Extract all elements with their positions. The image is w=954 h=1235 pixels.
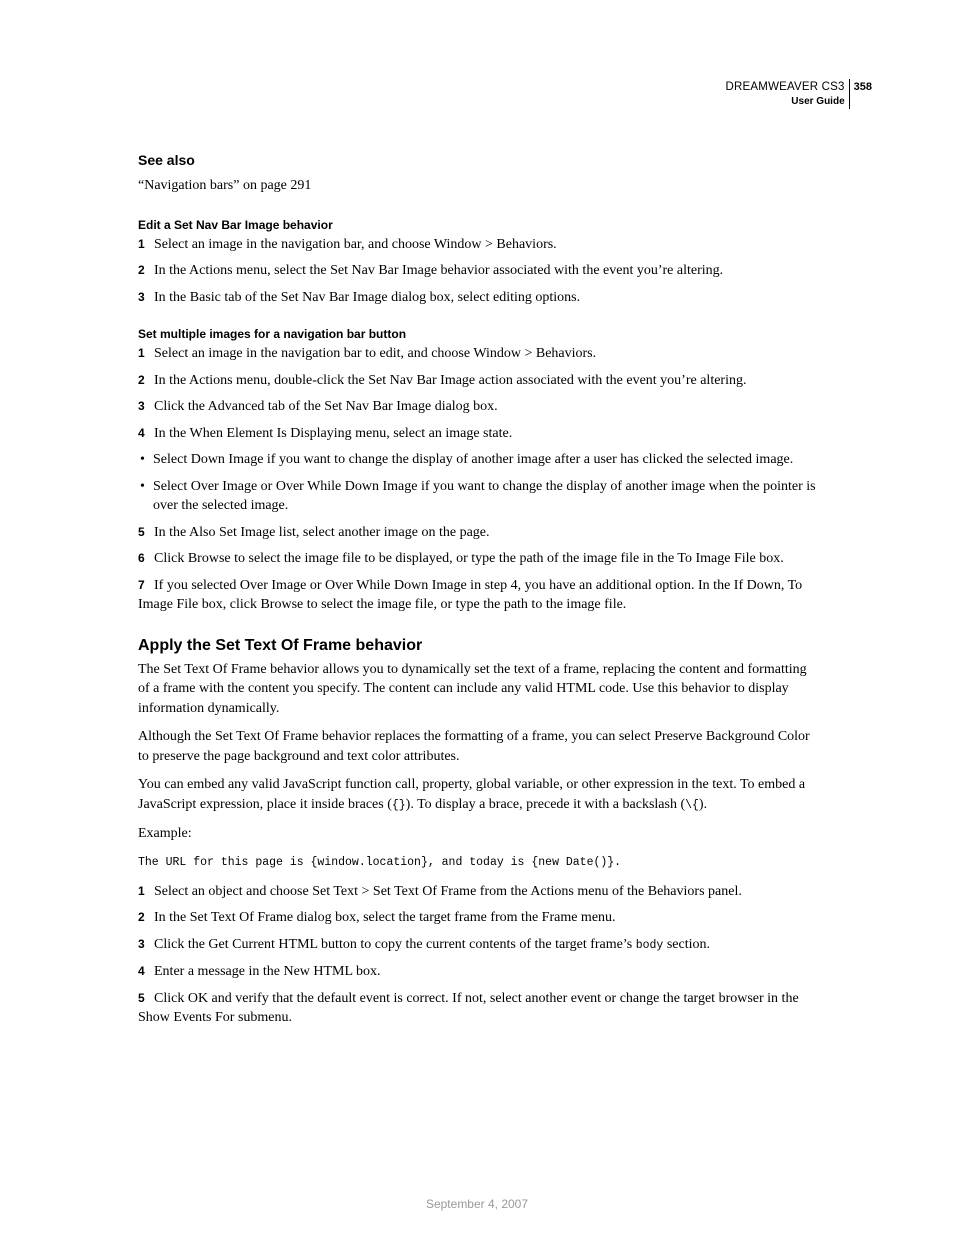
step-text: Click the Advanced tab of the Set Nav Bar Image dialog box. bbox=[154, 399, 498, 414]
bullet-icon: • bbox=[140, 452, 145, 467]
see-also-link[interactable]: “Navigation bars” on page 291 bbox=[138, 178, 312, 193]
step-number: 1 bbox=[138, 236, 145, 251]
step-text: Click Browse to select the image file to be displayed, or type the path of the image file in the To Image File box. bbox=[154, 551, 784, 566]
para3-text-a: You can embed any valid JavaScript function call, property, global variable, or other expression in the text. To embed a JavaScript expression, place it inside braces ( bbox=[138, 777, 806, 812]
list-item bbox=[138, 908, 818, 928]
step-text: In the Also Set Image list, select another image on the page. bbox=[154, 524, 490, 540]
list-item bbox=[138, 424, 818, 444]
step-number: 4 bbox=[138, 425, 145, 440]
step-number: 3 bbox=[138, 936, 145, 951]
step-text: Enter a message in the New HTML box. bbox=[154, 964, 381, 979]
list-item bbox=[138, 935, 818, 956]
step-text: Select an image in the navigation bar, and choose Window > Behaviors. bbox=[154, 236, 557, 252]
bullet-text: Select Down Image if you want to change the display of another image after a user has clicked the selected image. bbox=[153, 452, 794, 467]
frame-section-heading: Apply the Set Text Of Frame behavior bbox=[138, 636, 423, 654]
header-product: DREAMWEAVER CS3 bbox=[725, 81, 845, 93]
edit-section-heading: Edit a Set Nav Bar Image behavior bbox=[138, 217, 333, 232]
list-item bbox=[138, 371, 818, 391]
bullet-text: Select Over Image or Over While Down Image if you want to change the display of another image when the pointer is over the selected image. bbox=[153, 478, 816, 513]
page-header bbox=[726, 79, 872, 109]
step-number: 3 bbox=[138, 399, 145, 413]
backslash-code: \{ bbox=[685, 798, 699, 812]
para3-text-b: ). To display a brace, precede it with a backslash ( bbox=[405, 796, 686, 812]
bullet-icon: • bbox=[140, 478, 145, 494]
step-number: 2 bbox=[138, 263, 145, 277]
step-text: In the Actions menu, select the Set Nav Bar Image behavior associated with the event you’re altering. bbox=[154, 263, 724, 278]
header-title-block bbox=[726, 79, 850, 109]
step-number: 3 bbox=[138, 289, 145, 304]
braces-code: {} bbox=[391, 798, 406, 812]
example-label: Example: bbox=[138, 826, 192, 841]
body-code: body bbox=[635, 938, 664, 952]
step-text: Select an object and choose Set Text > Set Text Of Frame from the Actions menu of the Behaviors panel. bbox=[154, 883, 742, 899]
step-number: 1 bbox=[138, 346, 145, 360]
step-number: 5 bbox=[138, 524, 145, 539]
list-item bbox=[138, 235, 818, 255]
list-item bbox=[138, 549, 818, 569]
bullet-item bbox=[138, 450, 818, 470]
step-text: In the When Element Is Displaying menu, select an image state. bbox=[154, 425, 513, 441]
step-text: Select an image in the navigation bar to edit, and choose Window > Behaviors. bbox=[154, 346, 597, 361]
step-text-b: section. bbox=[663, 936, 710, 952]
step-number: 2 bbox=[138, 910, 145, 924]
frame-para-1: The Set Text Of Frame behavior allows you to dynamically set the text of a frame, replacing the content and formatting of a frame with the content you specify. The content can include any valid HTML code. Use this behavior to display information dynamically. bbox=[138, 661, 807, 716]
list-item bbox=[138, 261, 818, 281]
step-number: 5 bbox=[138, 990, 145, 1005]
list-item bbox=[138, 397, 818, 417]
list-item bbox=[138, 344, 818, 364]
footer-date: September 4, 2007 bbox=[425, 1197, 529, 1211]
see-also-heading: See also bbox=[138, 152, 195, 168]
list-item bbox=[138, 962, 818, 982]
frame-para-3 bbox=[138, 775, 818, 815]
step-text: Click OK and verify that the default event is correct. If not, select another event or change the target browser in the Show Events For submenu. bbox=[138, 990, 799, 1025]
page-content bbox=[138, 150, 818, 1035]
frame-para-2: Although the Set Text Of Frame behavior replaces the formatting of a frame, you can select Preserve Background Color to preserve the page background and text color attributes. bbox=[138, 729, 810, 764]
step-text-a: Click the Get Current HTML button to copy the current contents of the target frame’s bbox=[154, 936, 636, 952]
header-guide: User Guide bbox=[791, 96, 845, 107]
step-text: If you selected Over Image or Over While Down Image in step 4, you have an additional option. In the If Down, To Image File box, click Browse to select the image file, or type the path to the image file. bbox=[138, 577, 803, 612]
step-text: In the Actions menu, double-click the Set Nav Bar Image action associated with the event you’re altering. bbox=[154, 372, 747, 388]
list-item bbox=[138, 576, 818, 615]
example-code: The URL for this page is {window.location}, and today is {new Date()}. bbox=[138, 855, 622, 869]
page-number: 358 bbox=[853, 81, 872, 93]
bullet-item bbox=[138, 477, 818, 516]
list-item bbox=[138, 989, 818, 1028]
step-number: 6 bbox=[138, 551, 145, 565]
para3-text-c: ). bbox=[698, 796, 708, 812]
list-item bbox=[138, 288, 818, 308]
step-text: In the Set Text Of Frame dialog box, select the target frame from the Frame menu. bbox=[154, 910, 616, 925]
multiple-section-heading: Set multiple images for a navigation bar button bbox=[138, 327, 407, 341]
step-number: 2 bbox=[138, 372, 145, 387]
list-item bbox=[138, 523, 818, 543]
step-number: 1 bbox=[138, 883, 145, 898]
step-number: 7 bbox=[138, 577, 145, 592]
step-text: In the Basic tab of the Set Nav Bar Image dialog box, select editing options. bbox=[154, 289, 581, 305]
list-item bbox=[138, 882, 818, 902]
step-number: 4 bbox=[138, 964, 145, 978]
